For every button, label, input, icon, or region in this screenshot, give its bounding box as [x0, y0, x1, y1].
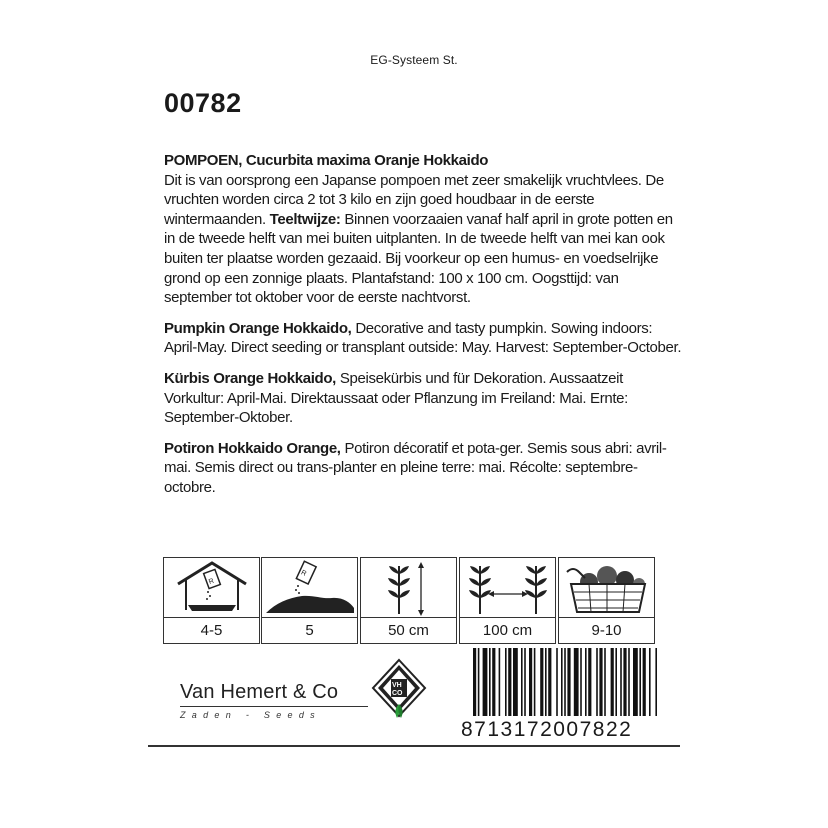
french-body: Potiron décoratif et pota-ger. Semis sous abri: avril-mai. Semis direct ou trans-planter en pleine terre: mai. Récolte: septembre-octobre. [164, 439, 667, 496]
barcode-bar [599, 648, 602, 716]
barcode-bar [505, 648, 507, 716]
english-body: Decorative and tasty pumpkin. Sowing indoors: April-May. Direct seeding or transplant outside: May. Harvest: September-October. [164, 319, 682, 357]
product-code: 00782 [164, 88, 242, 118]
barcode-bar [574, 648, 579, 716]
icon-cell-harvest [558, 557, 655, 644]
english-title: Pumpkin Orange Hokkaido, [164, 319, 352, 337]
barcode-bar [540, 648, 543, 716]
harvest-basket-icon [559, 558, 656, 619]
plant-spacing-icon-frame [459, 557, 556, 618]
barcode-bar [585, 648, 587, 716]
barcode-bar [604, 648, 606, 716]
description-text [164, 151, 684, 509]
barcode-bar [649, 648, 651, 716]
harvest-months: 9-10 [558, 618, 655, 644]
dutch-intro: Dit is van oorsprong een Japanse pompoen met zeer smakelijk vruchtvlees. De vruchten worden circa 2 tot 3 kilo en zijn goed houdbaar in de eerste wintermaanden. [164, 171, 664, 228]
barcode-icon [471, 648, 661, 718]
french-title: Potiron Hokkaido Orange, [164, 439, 341, 457]
icon-cell-indoor [163, 557, 260, 644]
barcode-bar [628, 648, 630, 716]
barcode-bar [499, 648, 501, 716]
svg-text:CO: CO [392, 690, 403, 697]
brand-divider [180, 706, 368, 707]
barcode-bar [580, 648, 582, 716]
barcode-bar [615, 648, 617, 716]
english-paragraph [164, 319, 684, 358]
barcode-bar [545, 648, 547, 716]
svg-text:R: R [299, 569, 308, 578]
barcode-bar [521, 648, 523, 716]
icon-cell-spacing [459, 557, 556, 644]
brand-name: Van Hemert & Co [180, 681, 339, 703]
bottom-rule [148, 745, 680, 747]
outdoor-sowing-icon-frame [261, 557, 358, 618]
icon-cell-outdoor [261, 557, 358, 644]
barcode-bar [513, 648, 518, 716]
dutch-paragraph [164, 151, 684, 308]
dutch-title: POMPOEN, Cucurbita maxima Oranje Hokkaido [164, 152, 489, 169]
barcode-bar [529, 648, 532, 716]
barcode-bar [620, 648, 622, 716]
barcode-bar [483, 648, 488, 716]
brand-emblem-icon [371, 658, 427, 722]
indoor-sowing-icon-frame [163, 557, 260, 618]
barcode-bar [508, 648, 511, 716]
barcode-bar [567, 648, 570, 716]
indoor-sowing-months: 4-5 [163, 618, 260, 644]
barcode-bar [492, 648, 495, 716]
barcode-bar [623, 648, 626, 716]
plant-height-icon-frame [360, 557, 457, 618]
barcode-bar [534, 648, 536, 716]
german-paragraph [164, 369, 684, 428]
barcode-bar [611, 648, 614, 716]
svg-text:VH: VH [392, 682, 402, 689]
cultivation-icons [163, 557, 658, 644]
brand-tagline: Zaden - Seeds [180, 710, 321, 720]
barcode-bar [548, 648, 551, 716]
barcode-bar [524, 648, 526, 716]
french-paragraph [164, 439, 684, 498]
dutch-cultivation-label: Teeltwijze: [269, 210, 341, 228]
outdoor-sowing-icon [262, 558, 359, 619]
barcode-bar [564, 648, 566, 716]
outdoor-sowing-months: 5 [261, 618, 358, 644]
svg-text:R: R [207, 577, 216, 587]
barcode-bar [596, 648, 598, 716]
harvest-basket-icon-frame [558, 557, 655, 618]
barcode-bar [473, 648, 476, 716]
icon-cell-height [360, 557, 457, 644]
plant-spacing-value: 100 cm [459, 618, 556, 644]
barcode-bar [489, 648, 491, 716]
plant-height-value: 50 cm [360, 618, 457, 644]
barcode-bar [561, 648, 563, 716]
german-title: Kürbis Orange Hokkaido, [164, 369, 336, 387]
barcode-bar [643, 648, 646, 716]
barcode-bar [478, 648, 480, 716]
system-label: EG-Systeem St. [370, 53, 458, 67]
dutch-body: Binnen voorzaaien vanaf half april in grote potten en in de tweede helft van mei buiten uitplanten. In de tweede helft van mei kan ook buiten ter plaatse worden gezaaid. Bij voorkeur op een humus- en voedselrijke grond op een zonnige plaats. Plantafstand: 100 x 100 cm. Oogsttijd: van september tot oktober voor de eerste nachtvorst. [164, 210, 673, 307]
barcode-bar [633, 648, 638, 716]
barcode-bar [639, 648, 641, 716]
plant-spacing-icon [460, 558, 557, 619]
brand-block [180, 681, 370, 720]
barcode-bar [655, 648, 657, 716]
barcode-bar [556, 648, 558, 716]
indoor-sowing-icon [164, 558, 261, 619]
german-body: Speisekürbis und für Dekoration. Aussaatzeit Vorkultur: April-Mai. Direktaussaat oder Pflanzung im Freiland: Mai. Ernte: September-Oktober. [164, 369, 628, 427]
barcode-number: 8713172007822 [461, 718, 633, 741]
barcode-bar [588, 648, 591, 716]
plant-height-icon [361, 558, 458, 619]
